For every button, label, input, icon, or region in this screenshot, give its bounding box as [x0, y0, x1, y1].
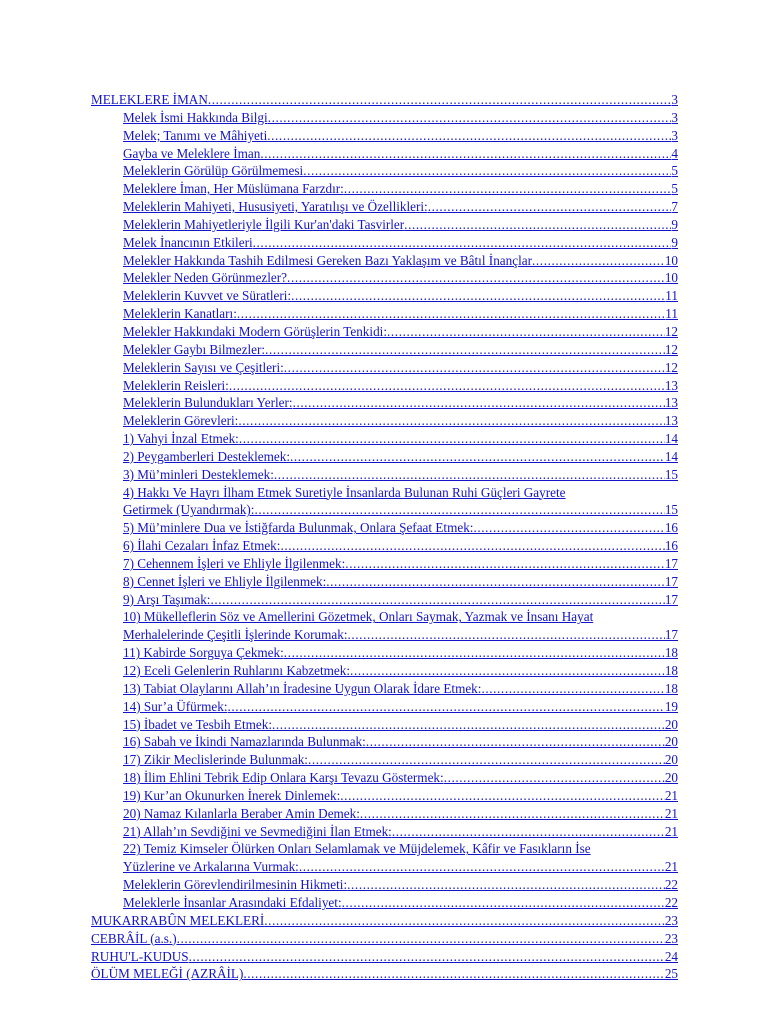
toc-entry[interactable] [91, 466, 678, 484]
toc-entry-title-continued: Yüzlerine ve Arkalarına Vurmak: [123, 859, 299, 875]
toc-entry-title: Meleklerin Görevlendirilmesinin Hikmeti: [123, 877, 348, 893]
toc-entry[interactable] [91, 608, 678, 644]
dot-leader [392, 823, 665, 841]
toc-page-number: 14 [664, 448, 678, 464]
toc-page-number: 4 [671, 145, 678, 161]
toc-entry-title: 9) Arşı Taşımak: [123, 591, 211, 607]
toc-entry-title: CEBRÂİL (a.s.) [91, 930, 177, 946]
toc-entry-title: Melekler Hakkında Tashih Edilmesi Gereken Bazı Yaklaşım ve Bâtıl İnançlar [123, 252, 532, 268]
toc-chapter-link[interactable] [91, 965, 678, 983]
toc-page-number: 24 [664, 948, 678, 964]
toc-page-number: 16 [664, 538, 678, 554]
toc-entry-title: Meleklerin Bulundukları Yerler: [123, 395, 293, 411]
toc-page-number: 19 [664, 698, 678, 714]
toc-entry-title: Meleklerin Görevleri: [123, 413, 239, 429]
toc-entry-title: 14) Sur’a Üfürmek: [123, 698, 228, 714]
dot-leader [428, 198, 672, 216]
dot-leader [342, 894, 665, 912]
dot-leader [444, 769, 665, 787]
dot-leader [291, 287, 665, 305]
dot-leader [347, 876, 665, 894]
toc-entry-title: 11) Kabirde Sorguya Çekmek: [123, 645, 284, 661]
dot-leader [228, 698, 665, 716]
dot-leader [326, 573, 665, 591]
dot-leader [237, 305, 665, 323]
toc-entry-title: 7) Cehennem İşleri ve Ehliyle İlgilenmek: [123, 555, 346, 571]
toc-page-number: 3 [671, 127, 678, 143]
toc-entry[interactable] [91, 733, 678, 751]
toc-page-number: 17 [664, 591, 678, 607]
toc-page-number: 18 [664, 645, 678, 661]
toc-entry[interactable] [91, 519, 678, 537]
toc-entry-title: 8) Cennet İşleri ve Ehliyle İlgilenmek: [123, 573, 327, 589]
toc-entry-title: 19) Kur’an Okunurken İnerek Dinlemek: [123, 787, 341, 803]
toc-entry[interactable] [91, 323, 678, 341]
toc-entry-title: Melekler Gaybı Bilmezler: [123, 341, 266, 357]
toc-entry[interactable] [91, 555, 678, 573]
toc-entry-title: 22) Temiz Kimseler Ölürken Onları Selamlamak ve Müjdelemek, Kâfir ve Fasıkların İse [123, 841, 591, 857]
toc-entry-continuation [123, 501, 678, 519]
toc-entry[interactable] [91, 644, 678, 662]
toc-page-number: 15 [664, 502, 678, 518]
toc-entry[interactable] [91, 430, 678, 448]
toc-page-number: 3 [671, 92, 678, 107]
toc-page-number: 9 [671, 216, 678, 232]
dot-leader [360, 805, 665, 823]
toc-page-number: 12 [664, 341, 678, 357]
toc-entry[interactable] [91, 162, 678, 180]
toc-entry-title: MELEKLERE İMAN [91, 92, 208, 107]
dot-leader [264, 912, 665, 930]
dot-leader [293, 394, 665, 412]
toc-page-number: 18 [664, 680, 678, 696]
toc-page-number: 3 [671, 109, 678, 125]
dot-leader [347, 626, 664, 644]
toc-page-number: 22 [664, 894, 678, 910]
toc-entry-title: Meleklerin Kuvvet ve Süratleri: [123, 288, 292, 304]
toc-entry[interactable] [91, 716, 678, 734]
dot-leader [272, 716, 665, 734]
toc-entry[interactable] [91, 252, 678, 270]
toc-entry-title: Melek İsmi Hakkında Bilgi [123, 109, 268, 125]
dot-leader [265, 341, 665, 359]
toc-chapter-link[interactable] [91, 912, 678, 930]
dot-leader [243, 965, 664, 983]
toc-entry-title: 5) Mü’minlere Dua ve İstiğfarda Bulunmak, Onlara Şefaat Etmek: [123, 520, 474, 536]
toc-entry[interactable] [91, 805, 678, 823]
dot-leader [177, 930, 665, 948]
toc-entry[interactable] [91, 412, 678, 430]
toc-page-number: 22 [664, 877, 678, 893]
toc-entry[interactable] [91, 573, 678, 591]
dot-leader [303, 162, 671, 180]
toc-chapter-link[interactable] [91, 948, 678, 966]
dot-leader [345, 555, 665, 573]
toc-page-number: 16 [664, 520, 678, 536]
dot-leader [210, 591, 664, 609]
toc-entry[interactable] [91, 109, 678, 127]
toc-page-number: 11 [665, 306, 678, 322]
toc-entry-title: 1) Vahyi İnzal Etmek: [123, 431, 239, 447]
dot-leader [350, 662, 665, 680]
toc-entry-continuation [123, 626, 678, 644]
dot-leader [290, 448, 665, 466]
dot-leader [481, 680, 664, 698]
toc-entry[interactable] [91, 894, 678, 912]
toc-entry[interactable] [91, 216, 678, 234]
toc-entry[interactable] [91, 287, 678, 305]
toc-page-number: 13 [664, 413, 678, 429]
dot-leader [308, 751, 665, 769]
dot-leader [344, 180, 672, 198]
dot-leader [404, 216, 671, 234]
toc-entry-title: Melekler Neden Görünmezler? [123, 270, 288, 286]
toc-entry-title: 3) Mü’minleri Desteklemek: [123, 466, 274, 482]
toc-page-number: 21 [664, 787, 678, 803]
toc-page-number: 13 [664, 395, 678, 411]
toc-page-number: 5 [671, 163, 678, 179]
toc-entry-title: 2) Peygamberleri Desteklemek: [123, 448, 290, 464]
dot-leader [274, 466, 665, 484]
toc-entry-title: 20) Namaz Kılanlarla Beraber Amin Demek: [123, 805, 360, 821]
dot-leader [238, 412, 664, 430]
toc-page-number: 12 [664, 359, 678, 375]
toc-entry-title: Meleklerle İnsanlar Arasındaki Efdaliyet: [123, 894, 342, 910]
toc-page-number: 20 [664, 716, 678, 732]
toc-page-number: 11 [665, 288, 678, 304]
toc-page-number: 25 [664, 966, 678, 982]
toc-entry-title: Melek İnancının Etkileri [123, 234, 253, 250]
toc-entry-continuation [123, 858, 678, 876]
toc-entry-title: Meleklerin Reisleri: [123, 377, 229, 393]
toc-page-number: 21 [664, 805, 678, 821]
toc-page-number: 20 [664, 752, 678, 768]
toc-entry[interactable] [91, 769, 678, 787]
toc-entry-title: 13) Tabiat Olaylarını Allah’ın İradesine Uygun Olarak İdare Etmek: [123, 680, 482, 696]
toc-entry[interactable] [91, 484, 678, 520]
toc-entry[interactable] [91, 234, 678, 252]
toc-entry-title: RUHU'L-KUDUS [91, 948, 189, 964]
dot-leader [208, 91, 672, 109]
dot-leader [287, 269, 665, 287]
toc-chapter-link[interactable] [91, 930, 678, 948]
toc-page-number: 18 [664, 663, 678, 678]
toc-entry-title: Gayba ve Meleklere İman [123, 145, 261, 161]
dot-leader [253, 234, 672, 252]
dot-leader [473, 519, 664, 537]
toc-entry-title: 18) İlim Ehlini Tebrik Edip Onlara Karşı Tevazu Göstermek: [123, 770, 444, 786]
dot-leader [280, 537, 664, 555]
toc-page-number: 21 [664, 823, 678, 839]
toc-page-number: 17 [664, 555, 678, 571]
toc-entry-title: Melek; Tanımı ve Mâhiyeti [123, 127, 268, 143]
toc-entry[interactable] [91, 751, 678, 769]
toc-entry-title: ÖLÜM MELEĞİ (AZRÂİL) [91, 966, 244, 982]
toc-entry[interactable] [91, 359, 678, 377]
dot-leader [229, 377, 665, 395]
toc-entry[interactable] [91, 698, 678, 716]
toc-page-number: 9 [671, 234, 678, 250]
toc-page-number: 17 [664, 627, 678, 643]
toc-entry[interactable] [91, 198, 678, 216]
toc-entry-title: 17) Zikir Meclislerinde Bulunmak: [123, 752, 308, 768]
toc-entry[interactable] [91, 341, 678, 359]
toc-entry[interactable] [91, 876, 678, 894]
toc-entry[interactable] [91, 394, 678, 412]
toc-page-number: 17 [664, 573, 678, 589]
toc-page-number: 7 [671, 199, 678, 215]
dot-leader [366, 733, 665, 751]
toc-page-number: 20 [664, 770, 678, 786]
toc-entry[interactable] [91, 680, 678, 698]
toc-entry-title: Meleklerin Mahiyetleriyle İlgili Kur'an'daki Tasvirler [123, 216, 405, 232]
dot-leader [340, 787, 665, 805]
toc-page-number: 10 [664, 270, 678, 286]
toc-entry-title: Meleklerin Kanatları: [123, 306, 237, 322]
toc-entry[interactable] [91, 377, 678, 395]
toc-entry-title: Meleklerin Görülüp Görülmemesi [123, 163, 304, 179]
toc-entry-title: MUKARRABÛN MELEKLERİ [91, 912, 265, 928]
toc-entry[interactable] [91, 180, 678, 198]
toc-entry[interactable] [91, 269, 678, 287]
toc-entry-title: 6) İlahi Cezaları İnfaz Etmek: [123, 538, 281, 554]
toc-entry[interactable] [91, 662, 678, 680]
toc-page-number: 20 [664, 734, 678, 750]
toc-page-number: 12 [664, 323, 678, 339]
toc-entry[interactable] [91, 787, 678, 805]
toc-entry[interactable] [91, 537, 678, 555]
toc-page-number: 5 [671, 181, 678, 197]
toc-page-number: 23 [664, 912, 678, 928]
dot-leader [532, 252, 665, 270]
toc-entry[interactable] [91, 823, 678, 841]
dot-leader [387, 323, 665, 341]
dot-leader [284, 359, 665, 377]
dot-leader [299, 858, 665, 876]
toc-entry[interactable] [91, 591, 678, 609]
toc-entry-title: Meleklerin Sayısı ve Çeşitleri: [123, 359, 284, 375]
dot-leader [260, 145, 671, 163]
toc-page-number: 21 [664, 859, 678, 875]
dot-leader [254, 501, 664, 519]
toc-entry-title: 16) Sabah ve İkindi Namazlarında Bulunmak: [123, 734, 366, 750]
toc-page-number: 10 [664, 252, 678, 268]
table-of-contents [91, 91, 678, 983]
toc-entry-title: 12) Eceli Gelenlerin Ruhlarını Kabzetmek: [123, 663, 351, 678]
toc-entry[interactable] [91, 305, 678, 323]
toc-entry-title-continued: Getirmek (Uyandırmak): [123, 502, 255, 518]
dot-leader [239, 430, 665, 448]
toc-chapter-link[interactable] [91, 91, 678, 109]
dot-leader [268, 109, 672, 127]
dot-leader [189, 948, 665, 966]
toc-entry-title: 15) İbadet ve Tesbih Etmek: [123, 716, 272, 732]
toc-entry[interactable] [91, 127, 678, 145]
dot-leader [267, 127, 671, 145]
dot-leader [284, 644, 665, 662]
toc-page-number: 15 [664, 466, 678, 482]
toc-entry-title: Melekler Hakkındaki Modern Görüşlerin Tenkidi: [123, 323, 387, 339]
toc-entry-title: Meleklerin Mahiyeti, Hususiyeti, Yaratılışı ve Özellikleri: [123, 199, 428, 215]
toc-page-number: 23 [664, 930, 678, 946]
toc-entry-title: 21) Allah’ın Sevdiğini ve Sevmediğini İlan Etmek: [123, 823, 392, 839]
toc-page-number: 14 [664, 431, 678, 447]
toc-entry-title-continued: Merhalelerinde Çeşitli İşlerinde Korumak: [123, 627, 348, 643]
toc-entry-title: Meleklere İman, Her Müslümana Farzdır: [123, 181, 344, 197]
toc-entry-title: 4) Hakkı Ve Hayrı İlham Etmek Suretiyle İnsanlarda Bulunan Ruhi Güçleri Gayrete [123, 484, 566, 500]
toc-entry[interactable] [91, 145, 678, 163]
toc-page-number: 13 [664, 377, 678, 393]
toc-entry[interactable] [91, 448, 678, 466]
toc-entry[interactable] [91, 840, 678, 876]
toc-entry-title: 10) Mükelleflerin Söz ve Amellerini Gözetmek, Onları Saymak, Yazmak ve İnsanı Hayat [123, 609, 594, 625]
